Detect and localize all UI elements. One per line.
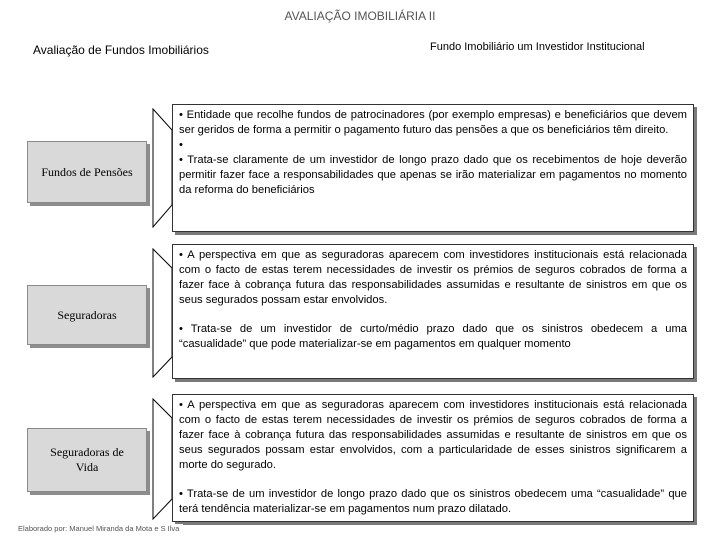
bullet-text: • Entidade que recolhe fundos de patrocinadores (por exemplo empresas) e beneficiários que devem ser geridos de forma a permitir o pagamento futuro das pensões a que os beneficiários têm direito. <box>179 109 687 136</box>
label-fundos-de-pensoes <box>27 141 147 203</box>
label-seguradoras-de-vida <box>27 428 147 492</box>
section-subtitle: Avaliação de Fundos Imobiliários <box>33 43 209 57</box>
label-seguradoras <box>27 285 147 345</box>
label-line: Seguradoras de <box>50 445 124 459</box>
text-box-seguradoras <box>172 244 694 379</box>
bullet-text: • A perspectiva em que as seguradoras aparecem com investidores institucionais está relacionada com o facto de estas terem necessidades de investir os prémios de seguros cobrados de forma a fazer face à cobrança futura das responsabilidades assumidas e resultante de sinistros em que os seus segurados possam estar envolvidos. <box>179 249 687 306</box>
bullet-text: • <box>179 139 183 151</box>
bullet-text: • Trata-se claramente de um investidor de longo prazo dado que os recebimentos de hoje deverão permitir fazer face a responsabilidades que apenas se irão materializar em pagamentos no momento da reforma do beneficiários <box>179 154 687 196</box>
bullet-text: • Trata-se de um investidor de longo prazo dado que os sinistros obedecem uma “casualidade” que terá tendência materializar-se em pagamentos num prazo dilatado. <box>179 488 687 515</box>
label-line: Vida <box>75 460 99 474</box>
footer-credit: Elaborado por: Manuel Miranda da Mota e S Ilva <box>18 524 183 533</box>
bullet-text: • A perspectiva em que as seguradoras aparecem com investidores institucionais está relacionada com o facto de estas terem necessidades de investir os prémios de seguros cobrados de forma a fazer face à cobrança futura das responsabilidades assumidas e resultante de sinistros em que os seus segurados possam estar envolvidos, com a particularidade de esses sinistros significarem a morte do segurado. <box>179 399 687 471</box>
arrow-right-icon <box>152 248 174 378</box>
text-box-seguradoras-de-vida <box>172 394 694 522</box>
arrow-right-icon <box>152 108 174 228</box>
bullet-text: • Trata-se de um investidor de curto/médio prazo dado que os sinistros obedecem a uma “casualidade” que pode materializar-se em pagamentos em qualquer momento <box>179 323 687 350</box>
slide-subtitle: Fundo Imobiliário um Investidor Institucional <box>430 41 645 53</box>
arrow-right-icon <box>152 398 174 520</box>
label-text: Seguradoras <box>57 307 117 322</box>
text-box-fundos-de-pensoes <box>172 104 694 232</box>
label-text: Fundos de Pensões <box>41 164 133 179</box>
page-title: AVALIAÇÃO IMOBILIÁRIA II <box>284 9 436 23</box>
label-text <box>50 445 124 475</box>
